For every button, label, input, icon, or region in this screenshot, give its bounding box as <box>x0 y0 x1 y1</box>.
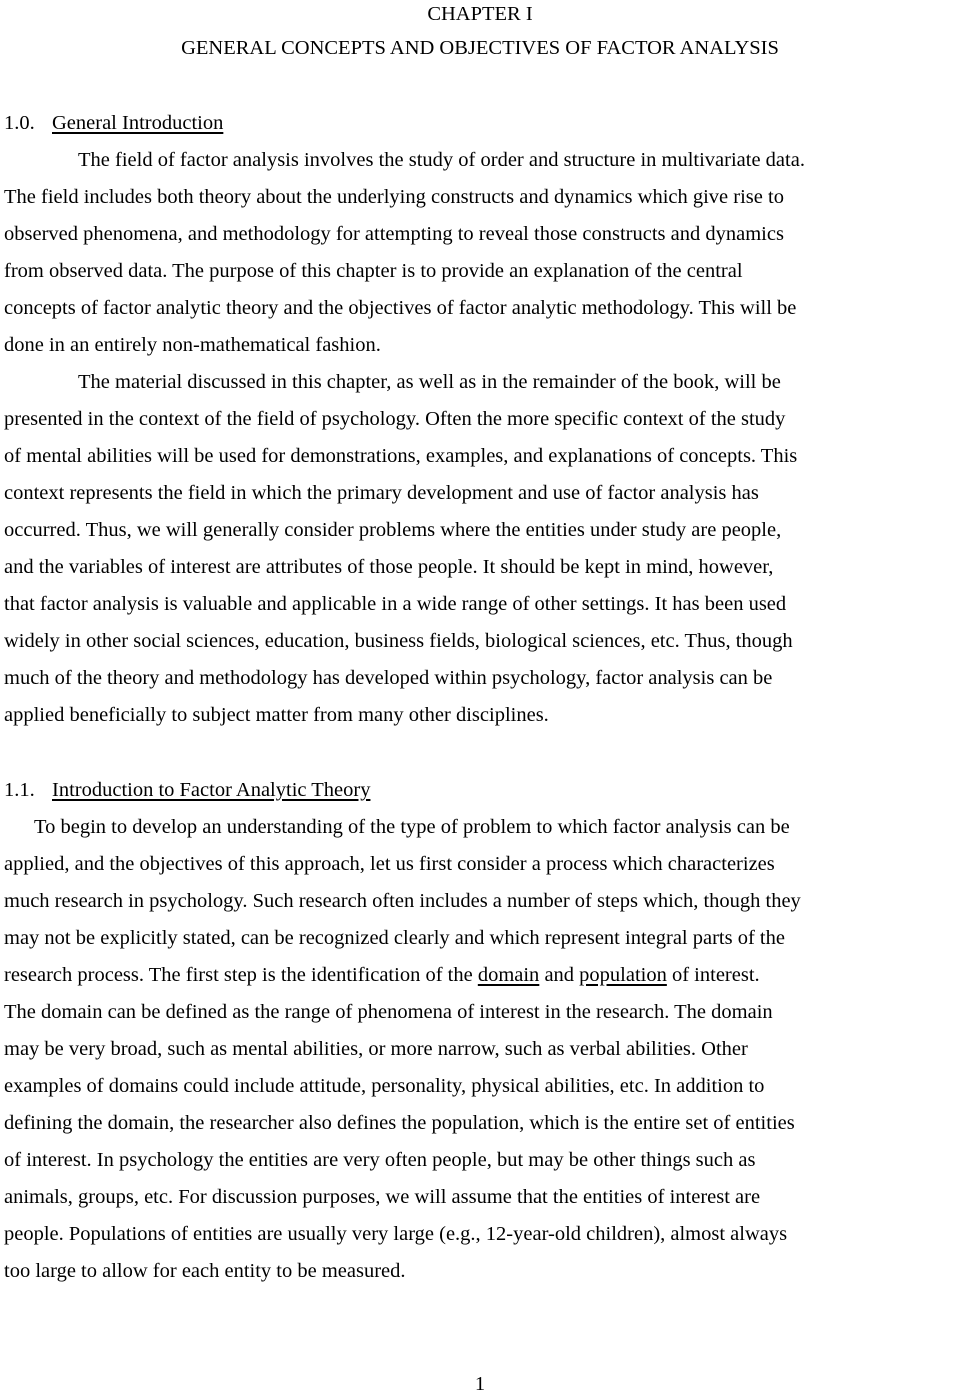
paragraph-line: presented in the context of the field of psychology. Often the more specific context of the study <box>4 408 786 430</box>
page-number: 1 <box>474 1373 486 1395</box>
paragraph-line: observed phenomena, and methodology for attempting to reveal those constructs and dynamics <box>4 223 784 245</box>
paragraph-line: The field of factor analysis involves the study of order and structure in multivariate data. <box>78 149 805 171</box>
paragraph-line-with-terms <box>4 961 760 989</box>
text-segment: research process. The first step is the identification of the <box>4 964 478 986</box>
paragraph-line: applied beneficially to subject matter from many other disciplines. <box>4 704 549 726</box>
paragraph-line: examples of domains could include attitude, personality, physical abilities, etc. In addition to <box>4 1075 765 1097</box>
paragraph-line: concepts of factor analytic theory and the objectives of factor analytic methodology. This will be <box>4 297 797 319</box>
paragraph-line: context represents the field in which the primary development and use of factor analysis has <box>4 482 759 504</box>
paragraph-line: defining the domain, the researcher also defines the population, which is the entire set of entities <box>4 1112 795 1134</box>
term-domain: domain <box>477 964 540 986</box>
section-title: General Introduction <box>52 112 224 134</box>
paragraph-line: of interest. In psychology the entities are very often people, but may be other things such as <box>4 1149 756 1171</box>
section-number: 1.0. <box>4 112 35 134</box>
text-segment: of interest. <box>666 964 760 986</box>
paragraph-line: and the variables of interest are attributes of those people. It should be kept in mind, however, <box>4 556 774 578</box>
paragraph-line: The field includes both theory about the underlying constructs and dynamics which give rise to <box>4 186 784 208</box>
text-segment: and <box>539 964 580 986</box>
term-population: population <box>579 964 667 986</box>
paragraph-line: To begin to develop an understanding of the type of problem to which factor analysis can be <box>34 816 790 838</box>
paragraph-line: animals, groups, etc. For discussion purposes, we will assume that the entities of interest are <box>4 1186 761 1208</box>
paragraph-line: The material discussed in this chapter, as well as in the remainder of the book, will be <box>78 371 781 393</box>
paragraph-line: occurred. Thus, we will generally consider problems where the entities under study are people, <box>4 519 782 541</box>
paragraph-line: from observed data. The purpose of this chapter is to provide an explanation of the central <box>4 260 743 282</box>
paragraph-line: people. Populations of entities are usually very large (e.g., 12-year-old children), almost always <box>4 1223 788 1245</box>
paragraph-line: that factor analysis is valuable and applicable in a wide range of other settings. It has been used <box>4 593 787 615</box>
paragraph-line: of mental abilities will be used for demonstrations, examples, and explanations of concepts. This <box>4 445 798 467</box>
paragraph-line: may not be explicitly stated, can be recognized clearly and which represent integral parts of the <box>4 927 785 949</box>
paragraph-line: The domain can be defined as the range of phenomena of interest in the research. The domain <box>4 1001 773 1023</box>
paragraph-line: done in an entirely non-mathematical fashion. <box>4 334 381 356</box>
chapter-number: CHAPTER I <box>427 3 533 25</box>
paragraph-line: much research in psychology. Such research often includes a number of steps which, though they <box>4 890 801 912</box>
section-heading-1-1 <box>4 776 370 804</box>
paragraph-line: much of the theory and methodology has developed within psychology, factor analysis can be <box>4 667 773 689</box>
paragraph-line: applied, and the objectives of this approach, let us first consider a process which characterizes <box>4 853 775 875</box>
section-number: 1.1. <box>4 779 35 801</box>
section-heading-1-0 <box>4 109 223 137</box>
chapter-title: GENERAL CONCEPTS AND OBJECTIVES OF FACTOR ANALYSIS <box>181 37 779 59</box>
section-title: Introduction to Factor Analytic Theory <box>52 779 371 801</box>
paragraph-line: may be very broad, such as mental abilities, or more narrow, such as verbal abilities. Other <box>4 1038 748 1060</box>
paragraph-line: too large to allow for each entity to be measured. <box>4 1260 406 1282</box>
paragraph-line: widely in other social sciences, education, business fields, biological sciences, etc. Thus, though <box>4 630 793 652</box>
